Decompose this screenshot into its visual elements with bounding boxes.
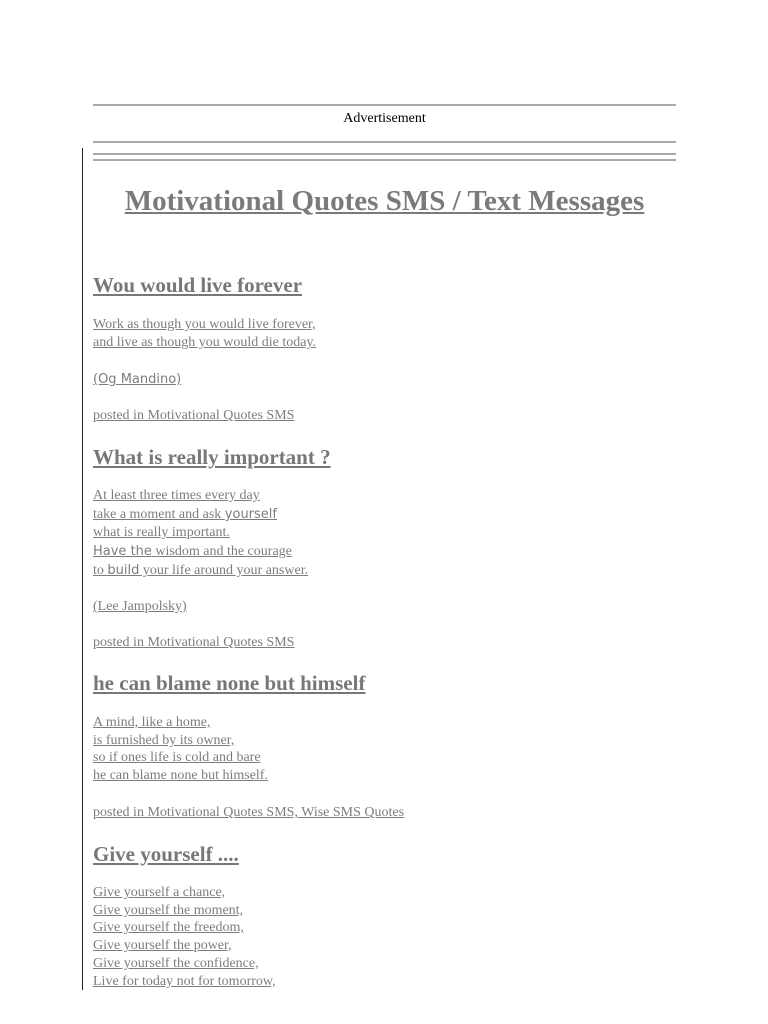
- quote-line[interactable]: Live for today not for tomorrow,: [93, 974, 276, 989]
- quote-line[interactable]: Give yourself the confidence,: [93, 956, 259, 971]
- divider-rule-2: [93, 159, 676, 161]
- quote-line[interactable]: Work as though you would live forever,: [93, 317, 316, 332]
- quote-text: wisdom and the courage: [151, 544, 292, 559]
- quote-line[interactable]: Give yourself a chance,: [93, 885, 226, 900]
- divider-rule-1: [93, 153, 676, 155]
- quote-line[interactable]: so if ones life is cold and bare: [93, 750, 261, 765]
- quote-text: At least three times every day: [93, 488, 260, 503]
- post-title[interactable]: he can blame none but himself: [93, 671, 366, 695]
- quote-text: yourself: [224, 507, 277, 522]
- quote-author[interactable]: (Lee Jampolsky): [93, 599, 187, 614]
- quote-author[interactable]: [93, 371, 181, 389]
- quote-line[interactable]: Give yourself the power,: [93, 938, 232, 953]
- quote-line[interactable]: [93, 562, 308, 580]
- quote-line[interactable]: [93, 543, 292, 561]
- author-text: (Og Mandino): [93, 372, 182, 387]
- quote-line[interactable]: A mind, like a home,: [93, 715, 211, 730]
- post-title[interactable]: Wou would live forever: [93, 273, 303, 297]
- quote-text: take a moment and ask: [93, 507, 225, 522]
- quote-line[interactable]: Give yourself the freedom,: [93, 920, 244, 935]
- post-category[interactable]: posted in Motivational Quotes SMS: [93, 635, 295, 650]
- quote-line[interactable]: [93, 524, 230, 542]
- page-title[interactable]: Motivational Quotes SMS / Text Messages: [124, 185, 645, 217]
- post-title[interactable]: What is really important ?: [93, 445, 331, 469]
- ad-bottom-rule: [93, 141, 676, 143]
- advertisement-label: Advertisement: [343, 111, 426, 126]
- quote-text: build: [107, 563, 140, 578]
- post-title[interactable]: Give yourself ....: [93, 842, 239, 866]
- quote-line[interactable]: [93, 506, 277, 524]
- quote-line[interactable]: is furnished by its owner,: [93, 733, 235, 748]
- quote-text: your life around your answer.: [139, 563, 309, 578]
- left-border: [82, 148, 83, 990]
- top-rule: [93, 104, 676, 106]
- quote-text: to: [93, 563, 108, 578]
- quote-text: what is really important.: [93, 525, 230, 540]
- quote-line[interactable]: and live as though you would die today.: [93, 335, 317, 350]
- post-category[interactable]: posted in Motivational Quotes SMS, Wise SMS Quotes: [93, 805, 405, 820]
- quote-line[interactable]: [93, 487, 260, 505]
- post-category[interactable]: posted in Motivational Quotes SMS: [93, 408, 295, 423]
- quote-line[interactable]: Give yourself the moment,: [93, 903, 244, 918]
- quote-text: Have the: [93, 544, 152, 559]
- quote-line[interactable]: he can blame none but himself.: [93, 768, 268, 783]
